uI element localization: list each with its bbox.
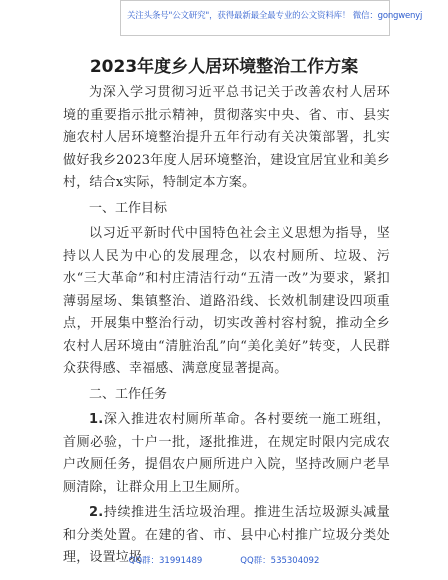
task-text: 持续推进生活垃圾治理。推进生活垃圾源头减量和分类处置。在建的省、市、县中心村推广垃圾分类处理，设置垃圾 bbox=[63, 505, 390, 565]
section-heading-goals: 一、工作目标 bbox=[89, 200, 168, 216]
task-text: 深入推进农村厕所革命。各村要统一施工班组，首厕必验，十户一批，逐批推进，在规定时限内完成农户改厕任务，提倡农户厕所进户入院，坚持改厕户老旱厕清除，让群众用上卫生厕所。 bbox=[63, 412, 390, 495]
footer-contact bbox=[0, 555, 448, 567]
goals-paragraph: 以习近平新时代中国特色社会主义思想为指导，坚持以人民为中心的发展理念，以农村厕所、垃圾、污水“三大革命”和村庄清洁行动“五清一改”为要求，紧扣薄弱屋场、集镇整治、道路沿线、长效机制建设四项重点，开展集中整治行动，切实改善村容村貌，推动全乡农村人居环境由“清脏治乱”向“美化美好”转变，人民群众获得感、幸福感、满意度显著提高。 bbox=[63, 226, 390, 376]
footer-qq-group-2: QQ群：535304092 bbox=[240, 556, 320, 566]
task-number: 2. bbox=[89, 505, 104, 520]
task-number: 1. bbox=[89, 412, 104, 427]
footer-qq-group-1: QQ群：31991489 bbox=[128, 556, 203, 566]
intro-paragraph: 为深入学习贯彻习近平总书记关于改善农村人居环境的重要指示批示精神，贯彻落实中央、省、市、县实施农村人居环境整治提升五年行动有关决策部署，扎实做好我乡2023年度人居环境整治，建设宜居宜业和美乡村，结合x实际，特制定本方案。 bbox=[63, 85, 390, 190]
document-body bbox=[63, 82, 390, 570]
banner-text: 关注头条号"公文研究"，获得最新最全最专业的公文资料库！ 微信：gongwenyj bbox=[127, 11, 423, 21]
document-title: 2023年度乡人居环境整治工作方案 bbox=[89, 57, 359, 77]
section-heading-tasks: 二、工作任务 bbox=[89, 386, 168, 402]
header-banner bbox=[120, 0, 423, 36]
task-item-toilet bbox=[63, 409, 390, 499]
